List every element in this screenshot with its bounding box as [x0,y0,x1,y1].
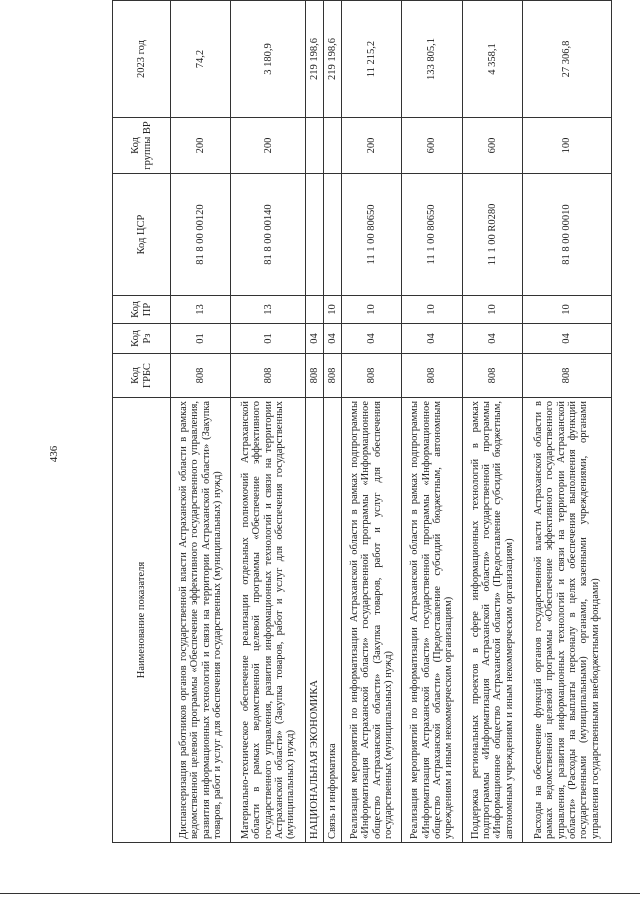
row-csr [323,174,341,296]
row-csr: 81 8 00 00120 [171,174,231,296]
row-name: НАЦИОНАЛЬНАЯ ЭКОНОМИКА [306,398,324,843]
row-name: Поддержка региональных проектов в сфере информационных технологий в рамках подпрограммы «Информатизация Астраханской области» государственной программы «Информационное общество Астраханской области» (Предоставление субсидий бюджетным, автономным учреждениям и иным некоммерческим организациям) [462,398,522,843]
page-number: 436 [48,445,60,463]
row-grbs: 808 [523,354,612,398]
row-rz: 01 [171,324,231,354]
row-grbs: 808 [306,354,324,398]
row-name: Диспансеризация работников органов государственной власти Астраханской области в рамках ведомственной целевой программы «Обеспечение эффективного государственного управления, развития информационных технологий и связи на территории Астраханской области» (Закупка товаров, работ и услуг для обеспечения государственных (муниципальных) нужд) [171,398,231,843]
table-row [402,1,462,843]
row-pr: 10 [402,296,462,324]
row-vr: 600 [462,118,522,174]
table-row [231,1,306,843]
row-name: Расходы на обеспечение функций органов государственной власти Астраханской области в рамках ведомственной целевой программы «Обеспечение эффективного государственного управления, развития информационных технологий и связи на территории Астраханской области» (Расходы на выплаты персоналу в целях обеспечения выполнения функций государственными (муниципальными) органами, казенными учреждениями, органами управления государственными внебюджетными фондами) [523,398,612,843]
table-row [323,1,341,843]
row-rz: 04 [402,324,462,354]
row-csr: 11 1 00 80650 [341,174,401,296]
header-pr: Код ПР [113,296,171,324]
page-bottom-rule [0,893,640,894]
budget-table [112,0,612,843]
row-pr: 10 [462,296,522,324]
row-rz: 04 [323,324,341,354]
row-csr: 81 8 00 00140 [231,174,306,296]
row-name: Реализация мероприятий по информатизации Астраханской области в рамках подпрограммы «Информатизация Астраханской области» государственной программы «Информационное общество Астраханской области» (Закупка товаров, работ и услуг для обеспечения государственных (муниципальных) нужд) [341,398,401,843]
table-row [341,1,401,843]
row-rz: 01 [231,324,306,354]
header-csr: Код ЦСР [113,174,171,296]
row-amount: 27 306,8 [523,1,612,118]
table-row [523,1,612,843]
header-name: Наименование показателя [113,398,171,843]
row-amount: 3 180,9 [231,1,306,118]
row-csr: 11 1 00 80650 [402,174,462,296]
header-grbs: Код ГРБС [113,354,171,398]
rotated-table-container [112,1,612,843]
row-csr: 11 1 00 R0280 [462,174,522,296]
row-name: Материально-техническое обеспечение реализации отдельных полномочий Астраханской области в рамках ведомственной целевой программы «Обеспечение эффективного государственного управления, развития информационных технологий и связи на территории Астраханской области» (Закупка товаров, работ и услуг для обеспечения государственных (муниципальных) нужд) [231,398,306,843]
row-amount: 4 358,1 [462,1,522,118]
row-vr: 200 [171,118,231,174]
row-vr: 200 [231,118,306,174]
row-rz: 04 [462,324,522,354]
row-pr: 10 [323,296,341,324]
row-amount: 74,2 [171,1,231,118]
row-csr: 81 8 00 00010 [523,174,612,296]
row-amount: 219 198,6 [306,1,324,118]
row-grbs: 808 [171,354,231,398]
row-vr [323,118,341,174]
row-vr: 200 [341,118,401,174]
row-vr: 100 [523,118,612,174]
row-rz: 04 [306,324,324,354]
row-rz: 04 [341,324,401,354]
row-amount: 219 198,6 [323,1,341,118]
row-grbs: 808 [402,354,462,398]
header-vr: Код группы ВР [113,118,171,174]
row-pr: 13 [171,296,231,324]
row-pr [306,296,324,324]
row-vr [306,118,324,174]
table-row [462,1,522,843]
row-amount: 133 805,1 [402,1,462,118]
row-pr: 13 [231,296,306,324]
header-rz: Код Рз [113,324,171,354]
row-grbs: 808 [231,354,306,398]
row-grbs: 808 [462,354,522,398]
row-amount: 11 215,2 [341,1,401,118]
row-name: Связь и информатика [323,398,341,843]
row-pr: 10 [341,296,401,324]
row-name: Реализация мероприятий по информатизации Астраханской области в рамках подпрограммы «Информатизация Астраханской области» государственной программы «Информационное общество Астраханской области» (Предоставление субсидий бюджетным, автономным учреждениям и иным некоммерческим организациям) [402,398,462,843]
row-pr: 10 [523,296,612,324]
table-row [171,1,231,843]
row-csr [306,174,324,296]
row-vr: 600 [402,118,462,174]
table-row [306,1,324,843]
row-grbs: 808 [341,354,401,398]
row-rz: 04 [523,324,612,354]
row-grbs: 808 [323,354,341,398]
header-year: 2023 год [113,1,171,118]
table-header-row [113,1,171,843]
